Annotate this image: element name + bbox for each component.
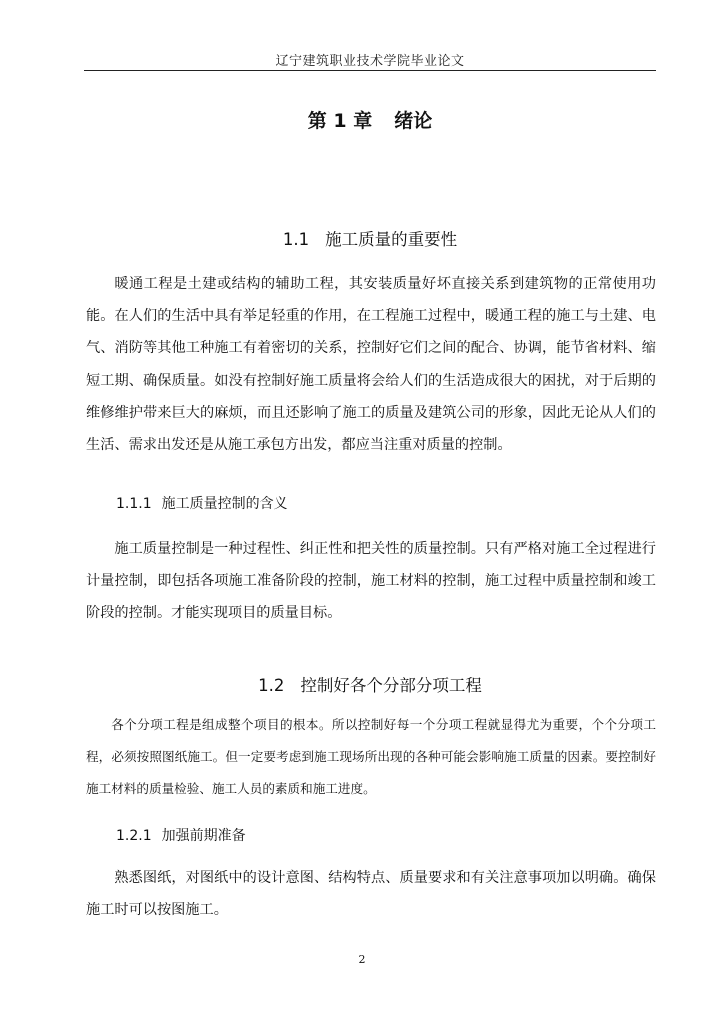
chapter-number: 第 1 章 (307, 110, 373, 132)
paragraph-1-1-1: 施工质量控制是一种过程性、纠正性和把关性的质量控制。只有严格对施工全过程进行计量控制，即包括各项施工准备阶段的控制，施工材料的控制，施工过程中质量控制和竣工阶段的控制。才能实现项目的质量目标。 (86, 541, 656, 622)
subsection-heading-1-2-1 (116, 825, 246, 845)
subsection-title: 加强前期准备 (161, 828, 246, 844)
subsection-title: 施工质量控制的含义 (161, 496, 288, 512)
paragraph-1-2-1: 熟悉图纸，对图纸中的设计意图、结构特点、质量要求和有关注意事项加以明确。确保施工时可以按图施工。 (86, 870, 656, 919)
subsection-number: 1.1.1 (116, 496, 152, 512)
chapter-heading (84, 106, 656, 133)
section-title: 施工质量的重要性 (325, 230, 458, 249)
section-heading-1-1 (84, 226, 656, 250)
section-number: 1.2 (258, 676, 285, 695)
subsection-number: 1.2.1 (116, 828, 152, 844)
section-number: 1.1 (282, 230, 310, 249)
running-header: 辽宁建筑职业技术学院毕业论文 (275, 54, 465, 69)
paragraph-1-2: 各个分项工程是组成整个项目的根本。所以控制好每一个分项工程就显得尤为重要，个个分项工程，必须按照图纸施工。但一定要考虑到施工现场所出现的各种可能会影响施工质量的因素。要控制好施工材料的质量检验、施工人员的素质和施工进度。 (86, 717, 656, 796)
section-title: 控制好各个分部分项工程 (300, 676, 482, 695)
paragraph-1-1: 暖通工程是土建或结构的辅助工程，其安装质量好坏直接关系到建筑物的正常使用功能。在人们的生活中具有举足轻重的作用，在工程施工过程中，暖通工程的施工与土建、电气、消防等其他工种施工有着密切的关系，控制好它们之间的配合、协调，能节省材料、缩短工期、确保质量。如没有控制好施工质量将会给人们的生活造成很大的困扰，对于后期的维修维护带来巨大的麻烦，而且还影响了施工的质量及建筑公司的形象，因此无论从人们的生活、需求出发还是从施工承包方出发，都应当注重对质量的控制。 (86, 276, 656, 454)
header-rule (84, 70, 656, 71)
section-heading-1-2 (84, 672, 656, 696)
page-number: 2 (358, 953, 366, 966)
chapter-title: 绪论 (394, 110, 433, 132)
subsection-heading-1-1-1 (116, 493, 288, 513)
